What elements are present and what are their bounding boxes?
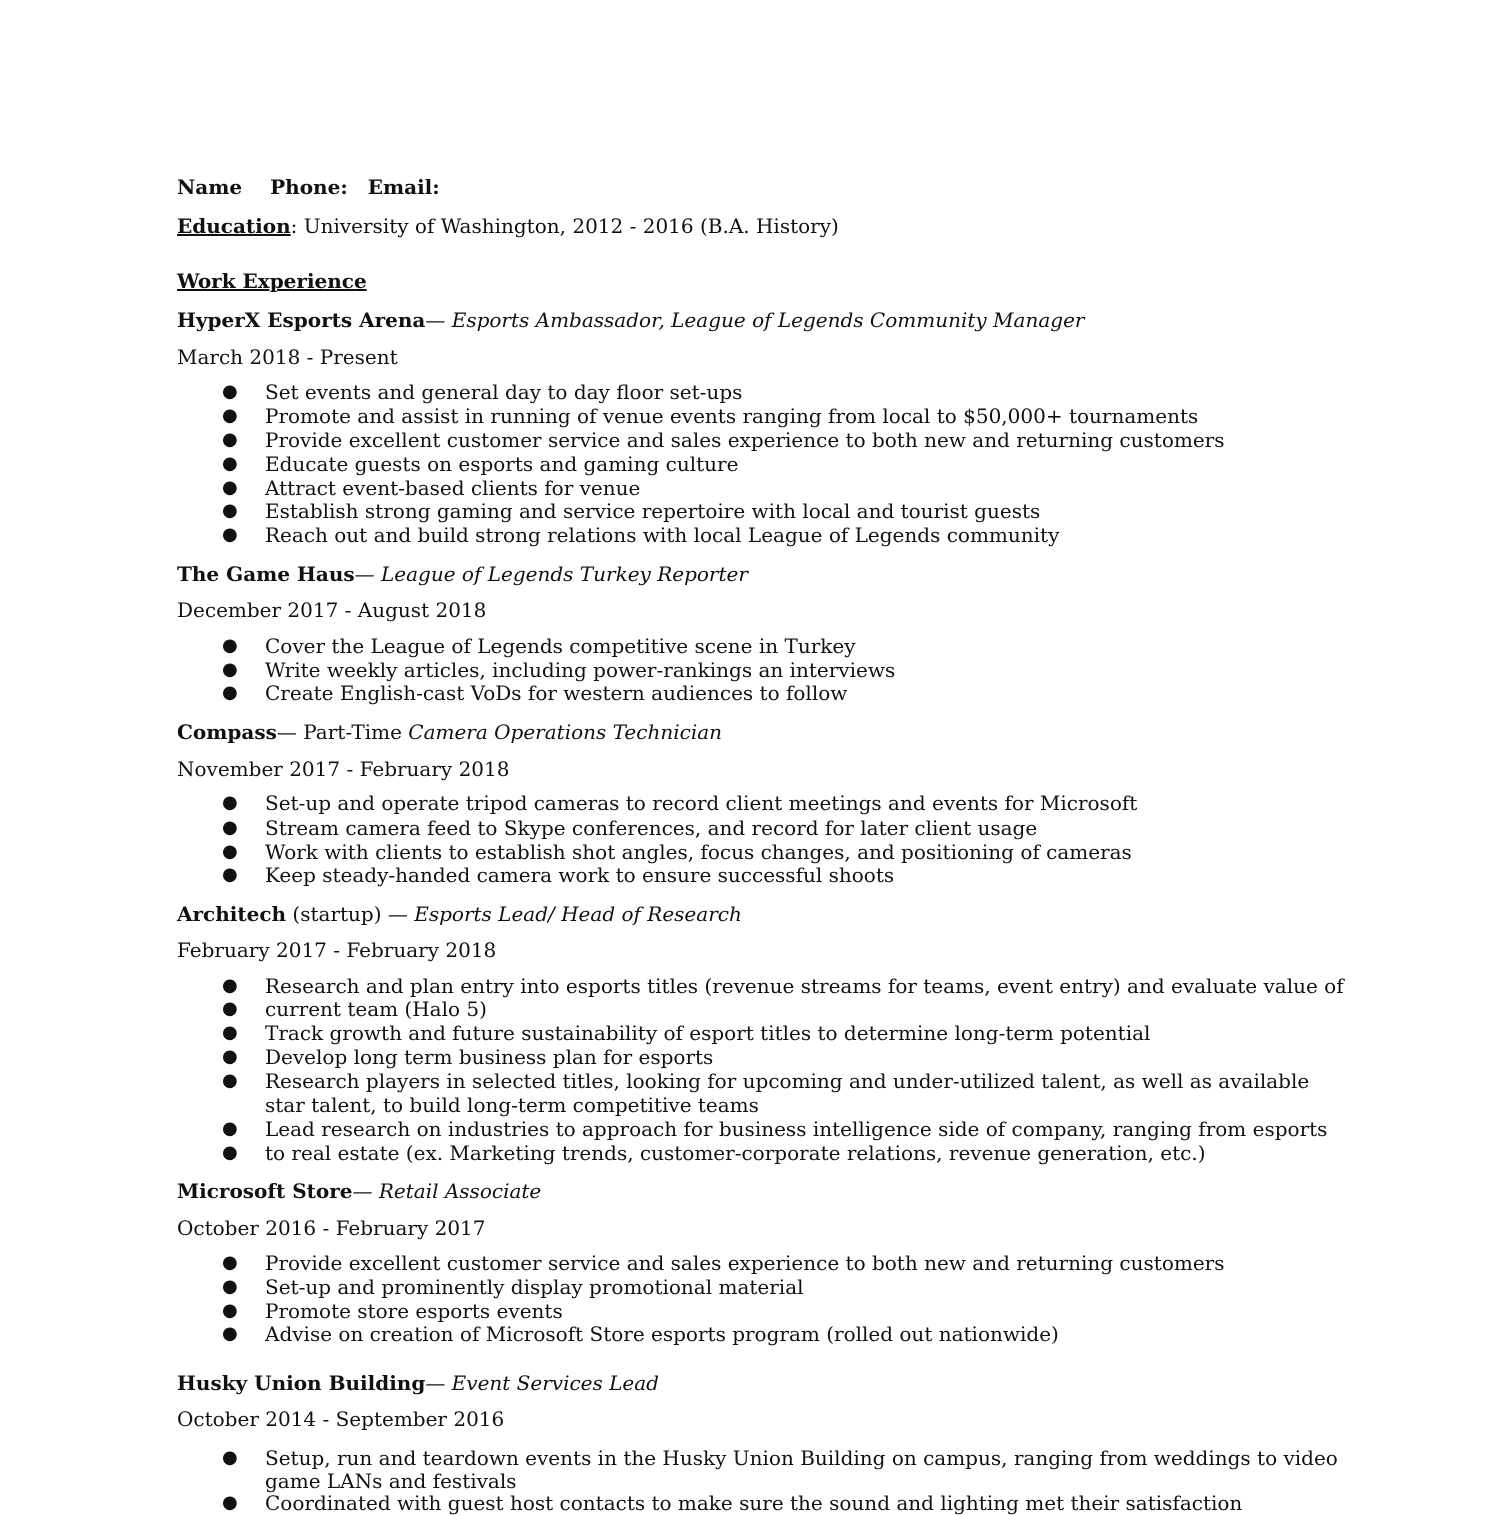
bullet-icon: ●: [222, 1252, 238, 1273]
bullet-icon: ●: [222, 1492, 238, 1513]
job-dates: November 2017 - February 2018: [177, 757, 510, 781]
resume-page: Name Phone: Email: Education: University of Washington, 2012 - 2016 (B.A. History) Work Experience HyperX Esports Arena— Esports Ambassador, League of Legends Community Manager March 2018 - Present ● Set events and general day to day floor set-ups ● Promote and assist in running of venue events ranging from local to $50,000+ tournaments ● Provide excellent customer service and sales experience to both new and returning customers ● Educate guests on esports and gaming culture ● Attract event-based clients for venue ● Establish strong gaming and service repertoire with local and tourist guests ● Reach out and build strong relations with local League of Legends community The Game Haus— League of Legends Turkey Reporter December 2017 - August 2018 ● Cover the League of Legends competitive scene in Turkey ● Write weekly articles, including power-rankings an interviews ● Create English-cast VoDs for western audiences to follow Compass— Part-Time Camera Operations Technician November 2017 - February 2018 ● Set-up and operate tripod cameras to record client meetings and events for Microsoft ● Stream camera feed to Skype conferences, and record for later client usage ● Work with clients to establish shot angles, focus changes, and positioning of cameras ● Keep steady-handed camera work to ensure successful shoots Architech (startup) — Esports Lead/ Head of Research February 2017 - February 2018 ● Research and plan entry into esports titles (revenue streams for teams, event entry) and evaluate value of ● current team (Halo 5) ● Track growth and future sustainability of esport titles to determine long-term potential ● Develop long term business plan for esports ● Research players in selected titles, looking for upcoming and under-utilized talent, as well as available star talent, to build long-term competitive teams ● Lead research on industries to approach for business intelligence side of company, ranging from esports ● to real estate (ex. Marketing trends, customer-corporate relations, revenue generation, etc.) Microsoft Store— Retail Associate October 2016 - February 2017 ● Provide excellent customer service and sales experience to both new and returning customers ● Set-up and prominently display promotional material ● Promote store esports events ● Advise on creation of Microsoft Store esports program (rolled out nationwide) Husky Union Building— Event Services Lead October 2014 - September 2016 ● Setup, run and teardown events in the Husky Union Building on campus, ranging from weddings to video game LANs and festivals ● Coordinated with guest host contacts to make sure the sound and lighting met their satisfaction: [177, 175, 1344, 1515]
job-role: Event Services Lead: [451, 1371, 659, 1395]
job-role: Camera Operations Technician: [408, 720, 723, 744]
education-text: : University of Washington, 2012 - 2016 (B.A. History): [290, 214, 839, 238]
job-role: Esports Ambassador, League of Legends Community Manager: [451, 308, 1085, 332]
bullet-icon: ●: [222, 1046, 238, 1067]
job-title-line: Microsoft Store— Retail Associate: [177, 1179, 542, 1203]
contact-header: [177, 175, 440, 199]
job-dates: October 2014 - September 2016: [177, 1407, 505, 1431]
bullet-icon: ●: [222, 1070, 238, 1091]
company-name: Architech: [177, 902, 287, 926]
bullet-icon: ●: [222, 817, 238, 838]
bullet-icon: ●: [222, 659, 238, 680]
job-dates: October 2016 - February 2017: [177, 1216, 486, 1240]
bullet-icon: ●: [222, 1323, 238, 1344]
company-name: Husky Union Building: [177, 1371, 426, 1395]
bullet-icon: ●: [222, 1022, 238, 1043]
job-role: League of Legends Turkey Reporter: [381, 562, 748, 586]
name-label: Name: [177, 175, 243, 199]
bullet-icon: ●: [222, 841, 238, 862]
job-title-line: HyperX Esports Arena— Esports Ambassador, League of Legends Community Manager: [177, 308, 1085, 332]
phone-label: Phone:: [270, 175, 348, 199]
company-name: HyperX Esports Arena: [177, 308, 426, 332]
bullet-icon: ●: [222, 1276, 238, 1297]
job-role: Esports Lead/ Head of Research: [414, 902, 742, 926]
company-name: Compass: [177, 720, 277, 744]
bullet-icon: ●: [222, 524, 238, 545]
bullet-icon: ●: [222, 1142, 238, 1163]
company-name: The Game Haus: [177, 562, 355, 586]
bullet-icon: ●: [222, 1118, 238, 1139]
job-role: Retail Associate: [378, 1179, 542, 1203]
company-name: Microsoft Store: [177, 1179, 353, 1203]
work-experience-heading: Work Experience: [177, 269, 367, 293]
job-title-line: Husky Union Building— Event Services Lead: [177, 1371, 659, 1395]
bullet-icon: ●: [222, 864, 238, 885]
bullet-icon: ●: [222, 405, 238, 426]
job-title-line: Architech (startup) — Esports Lead/ Head of Research: [177, 902, 742, 926]
bullet-icon: ●: [222, 381, 238, 402]
email-label: Email:: [367, 175, 440, 199]
education-label: Education: [177, 214, 291, 238]
bullet-icon: ●: [222, 1300, 238, 1321]
bullet-icon: ●: [222, 682, 238, 703]
job-dates: March 2018 - Present: [177, 345, 398, 369]
bullet-icon: ●: [222, 975, 238, 996]
job-title-line: Compass— Part-Time Camera Operations Technician: [177, 720, 723, 744]
bullet-icon: ●: [222, 429, 238, 450]
bullet-icon: ●: [222, 998, 238, 1019]
job-dates: February 2017 - February 2018: [177, 938, 497, 962]
bullet-icon: ●: [222, 500, 238, 521]
bullet-icon: ●: [222, 792, 238, 813]
bullet-icon: ●: [222, 453, 238, 474]
job-dates: December 2017 - August 2018: [177, 598, 487, 622]
education-line: [177, 214, 839, 238]
job-title-line: The Game Haus— League of Legends Turkey Reporter: [177, 562, 748, 586]
bullet-icon: ●: [222, 1447, 238, 1468]
bullet-icon: ●: [222, 477, 238, 498]
bullet-icon: ●: [222, 635, 238, 656]
